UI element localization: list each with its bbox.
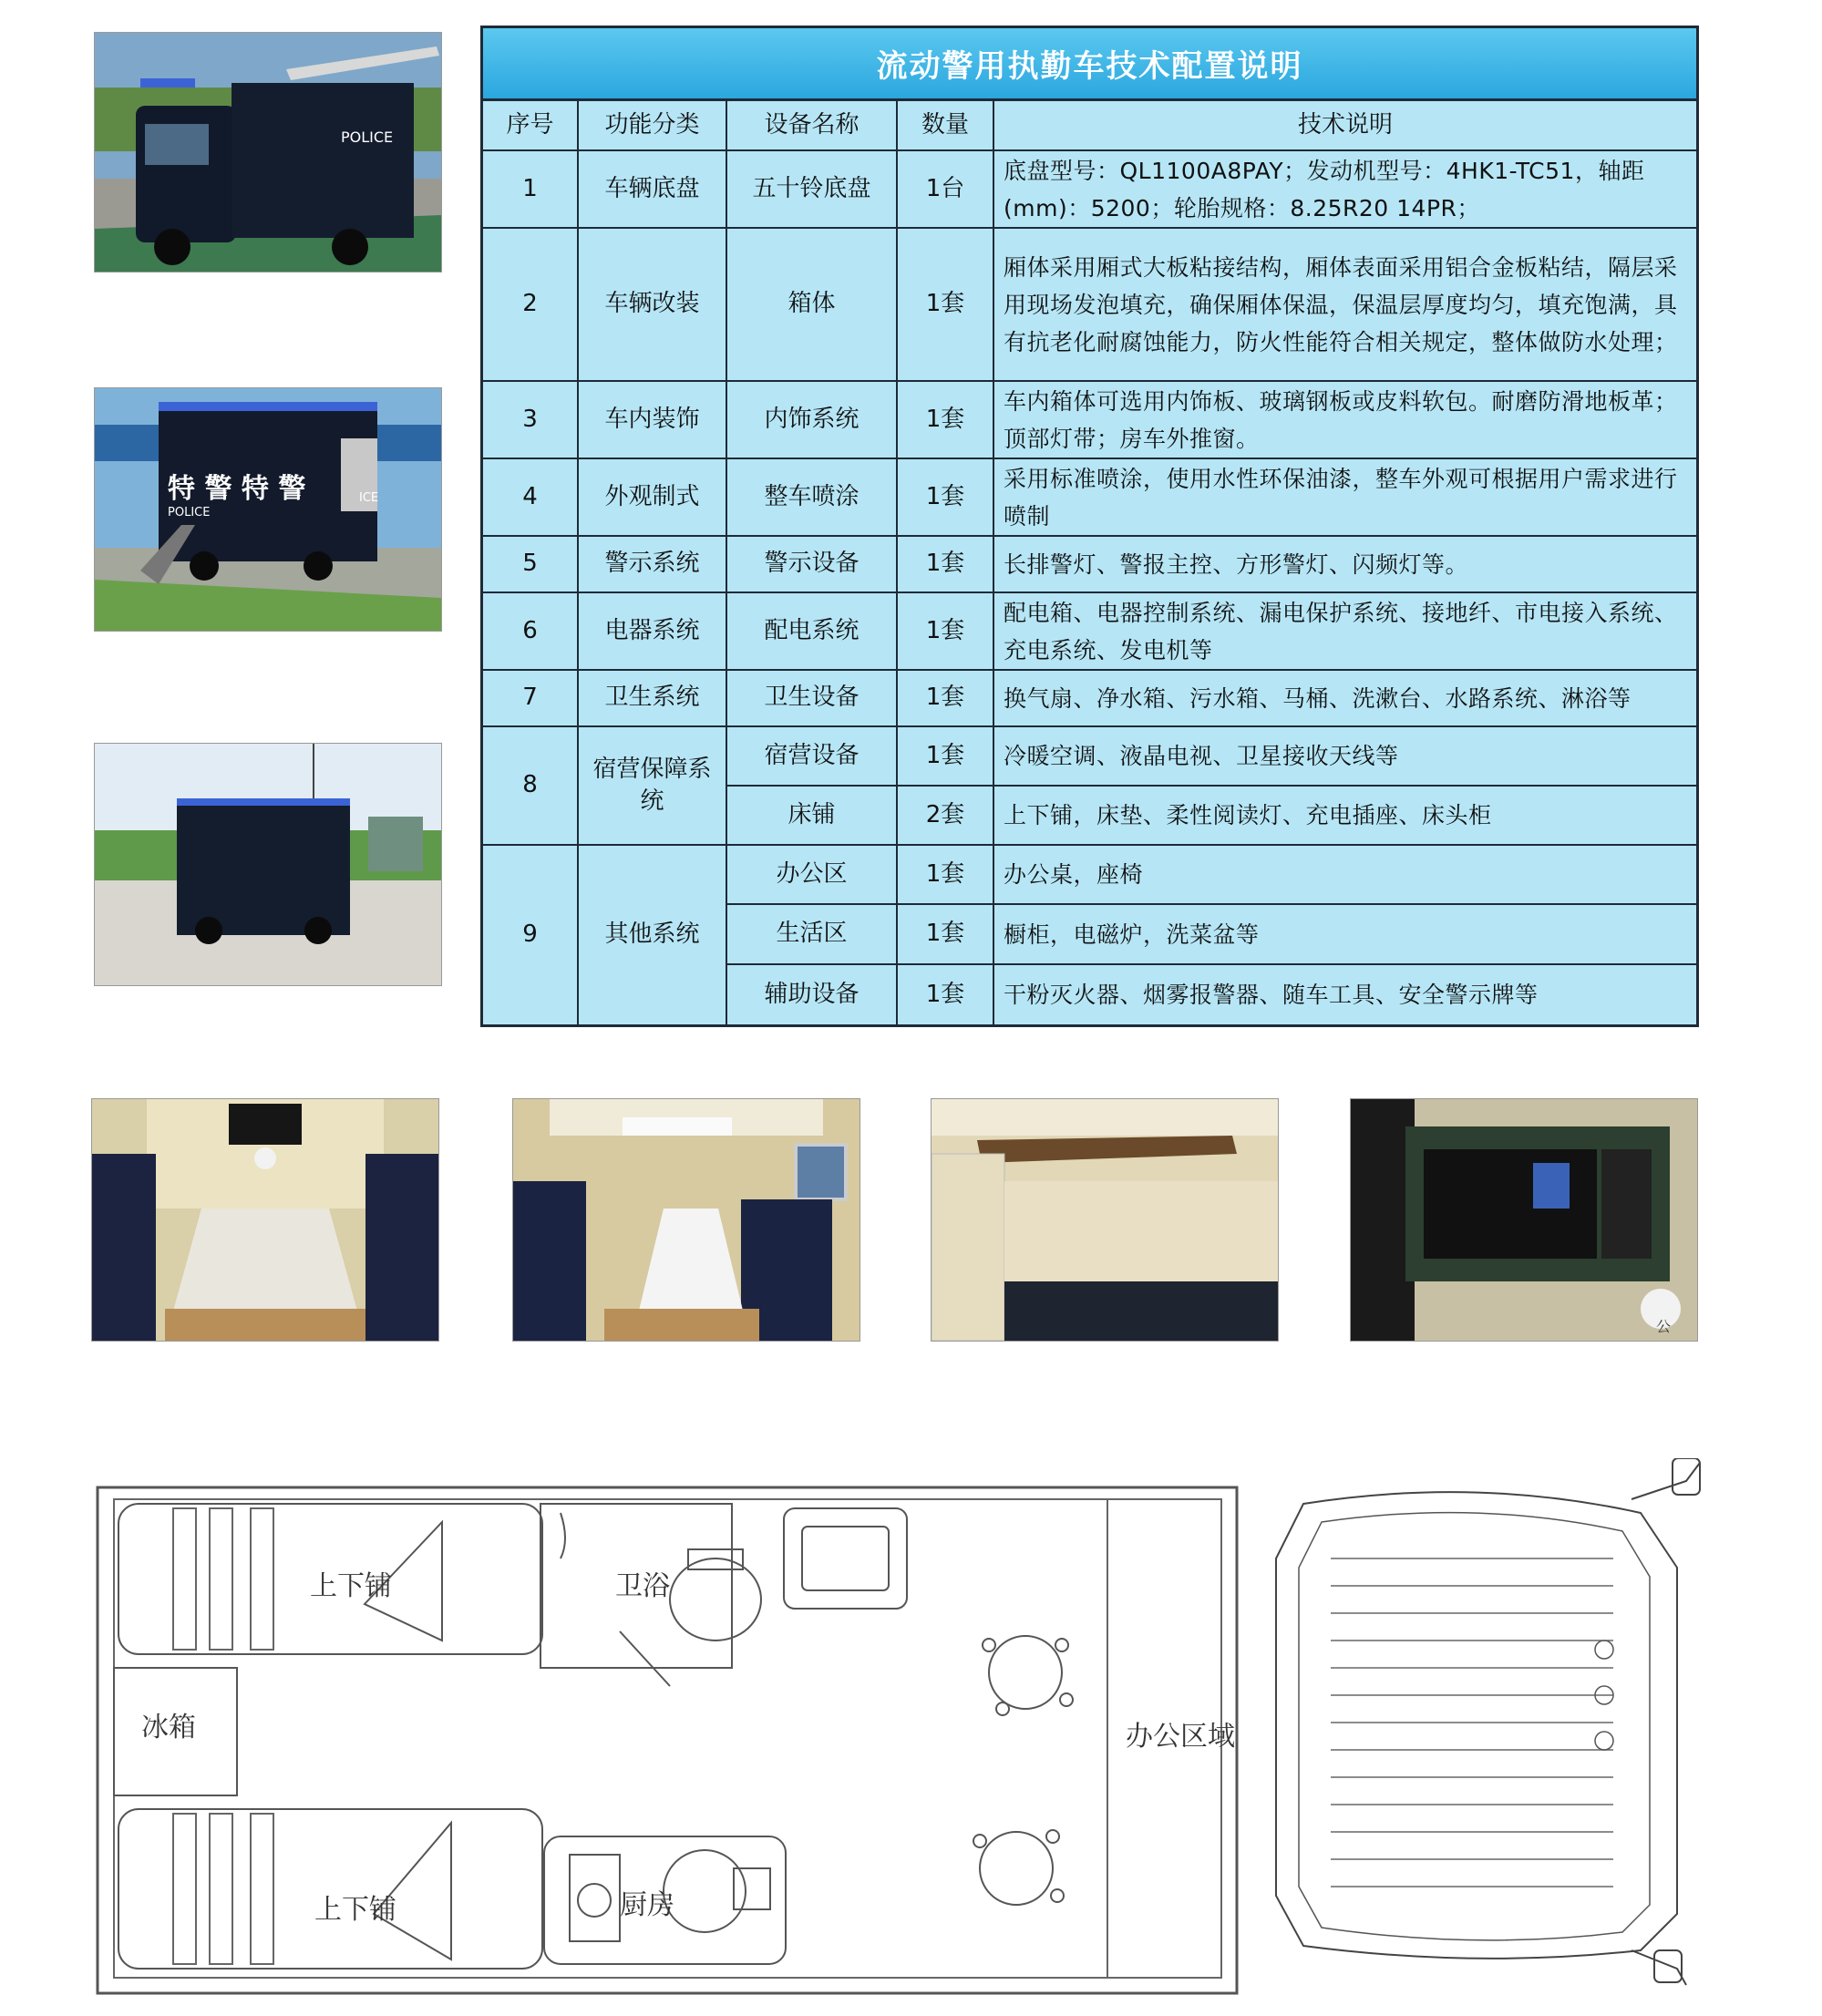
row-1-device: 五十铃底盘 — [727, 151, 898, 229]
row-5-spec: 长排警灯、警报主控、方形警灯、闪频灯等。 — [994, 537, 1696, 593]
plan-bunk-bottom: 上下铺 — [314, 1894, 396, 1926]
row-3-spec: 车内箱体可选用内饰板、玻璃钢板或皮料软包。耐磨防滑地板革；顶部灯带；房车外推窗。 — [994, 382, 1696, 459]
row-8a-spec: 冷暖空调、液晶电视、卫星接收天线等 — [994, 727, 1696, 787]
row-3-category: 车内装饰 — [579, 382, 727, 459]
row-7-device: 卫生设备 — [727, 671, 898, 727]
spec-table — [480, 26, 1699, 1027]
interior-microwave-photo — [1350, 1098, 1698, 1342]
row-4-spec: 采用标准喷涂，使用水性环保油漆，整车外观可根据用户需求进行喷制 — [994, 459, 1696, 537]
interior-bunk-photo — [931, 1098, 1279, 1342]
row-9c-device: 辅助设备 — [727, 965, 898, 1024]
row-7-category: 卫生系统 — [579, 671, 727, 727]
row-3-seq: 3 — [483, 382, 579, 459]
interior-office-photo — [91, 1098, 439, 1342]
row-9-category: 其他系统 — [579, 846, 727, 1024]
row-3-device: 内饰系统 — [727, 382, 898, 459]
row-4-seq: 4 — [483, 459, 579, 537]
row-1-seq: 1 — [483, 151, 579, 229]
row-5-seq: 5 — [483, 537, 579, 593]
row-4-category: 外观制式 — [579, 459, 727, 537]
truck-side-photo — [94, 387, 442, 632]
row-9a-device: 办公区 — [727, 846, 898, 905]
row-8a-device: 宿营设备 — [727, 727, 898, 787]
interior-dining-photo — [512, 1098, 860, 1342]
row-6-seq: 6 — [483, 593, 579, 671]
row-9b-spec: 橱柜，电磁炉，洗菜盆等 — [994, 905, 1696, 965]
plan-bathroom: 卫浴 — [615, 1570, 670, 1602]
truck-side-police-text: POLICE — [168, 506, 211, 519]
truck-side-ice-text: ICE — [359, 491, 379, 505]
row-8b-device: 床铺 — [727, 787, 898, 846]
row-6-device: 配电系统 — [727, 593, 898, 671]
row-7-spec: 换气扇、净水箱、污水箱、马桶、洗漱台、水路系统、淋浴等 — [994, 671, 1696, 727]
row-4-qty: 1套 — [898, 459, 994, 537]
row-4-device: 整车喷涂 — [727, 459, 898, 537]
row-9c-spec: 干粉灭火器、烟雾报警器、随车工具、安全警示牌等 — [1004, 982, 1539, 1008]
row-2-device: 箱体 — [727, 229, 898, 382]
row-9a-spec: 办公桌，座椅 — [994, 846, 1696, 905]
header-spec: 技术说明 — [994, 101, 1696, 151]
header-seq: 序号 — [483, 101, 579, 151]
row-8b-qty: 2套 — [898, 787, 994, 846]
row-8-seq: 8 — [483, 727, 579, 846]
row-8-category: 宿营保障系统 — [579, 727, 727, 846]
cab-top-view-drawing — [1249, 1458, 1709, 1987]
row-6-spec: 配电箱、电器控制系统、漏电保护系统、接地纤、市电接入系统、充电系统、发电机等 — [994, 593, 1696, 671]
row-1-spec: 底盘型号：QL1100A8PAY；发动机型号：4HK1-TC51，轴距(mm)：5200；轮胎规格：8.25R20 14PR； — [994, 151, 1696, 229]
row-6-category: 电器系统 — [579, 593, 727, 671]
header-category: 功能分类 — [579, 101, 727, 151]
header-device: 设备名称 — [727, 101, 898, 151]
row-7-seq: 7 — [483, 671, 579, 727]
plan-kitchen: 厨房 — [620, 1889, 674, 1921]
row-9a-qty: 1套 — [898, 846, 994, 905]
row-2-category: 车辆改装 — [579, 229, 727, 382]
row-2-qty: 1套 — [898, 229, 994, 382]
row-1-category: 车辆底盘 — [579, 151, 727, 229]
floor-plan — [96, 1486, 1240, 1996]
row-5-device: 警示设备 — [727, 537, 898, 593]
plan-office: 办公区域 — [1126, 1721, 1235, 1753]
row-9b-device: 生活区 — [727, 905, 898, 965]
table-title: 流动警用执勤车技术配置说明 — [483, 28, 1696, 101]
row-2-seq: 2 — [483, 229, 579, 382]
plan-fridge: 冰箱 — [141, 1712, 196, 1743]
plan-bunk-top: 上下铺 — [310, 1570, 392, 1602]
row-5-category: 警示系统 — [579, 537, 727, 593]
row-9c-qty: 1套 — [898, 965, 994, 1024]
row-9b-qty: 1套 — [898, 905, 994, 965]
row-3-qty: 1套 — [898, 382, 994, 459]
row-5-qty: 1套 — [898, 537, 994, 593]
microwave-corner-char: 公 — [1656, 1318, 1672, 1335]
row-8a-qty: 1套 — [898, 727, 994, 787]
row-1-qty: 1台 — [898, 151, 994, 229]
truck-rear-photo — [94, 743, 442, 986]
truck-police-text: POLICE — [341, 129, 394, 146]
row-9-seq: 9 — [483, 846, 579, 1024]
row-8b-spec: 上下铺，床垫、柔性阅读灯、充电插座、床头柜 — [994, 787, 1696, 846]
header-qty: 数量 — [898, 101, 994, 151]
truck-front-photo — [94, 32, 442, 273]
row-6-qty: 1套 — [898, 593, 994, 671]
truck-side-markings: 特 警 特 警 — [168, 473, 306, 505]
row-2-spec: 厢体采用厢式大板粘接结构，厢体表面采用铝合金板粘结，隔层采用现场发泡填充，确保厢体保温，保温层厚度均匀，填充饱满，具有抗老化耐腐蚀能力，防火性能符合相关规定，整体做防水处理； — [994, 229, 1696, 382]
row-7-qty: 1套 — [898, 671, 994, 727]
